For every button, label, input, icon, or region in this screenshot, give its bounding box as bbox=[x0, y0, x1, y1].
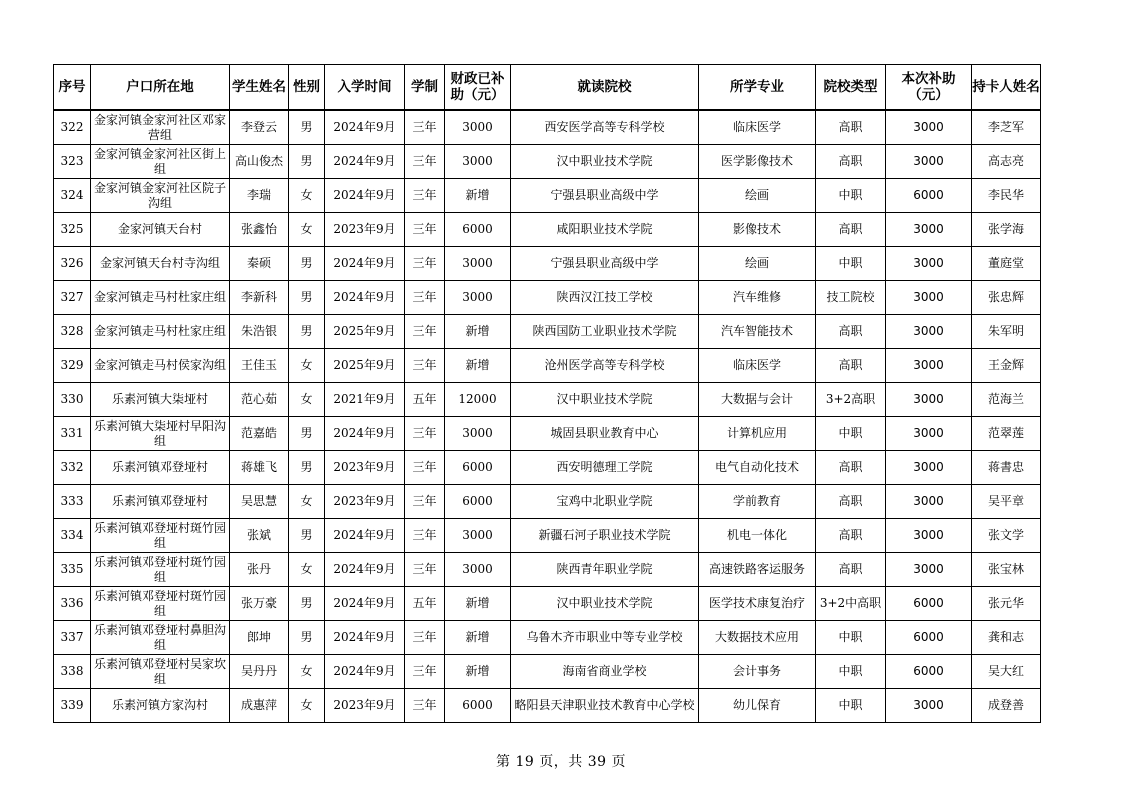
current-subsidy-cell: 3000 bbox=[886, 110, 972, 145]
school-cell: 宁强县职业高级中学 bbox=[511, 247, 699, 281]
table-row bbox=[54, 281, 1041, 315]
residence-cell: 金家河镇走马村杜家庄组 bbox=[91, 281, 230, 315]
school-cell: 陕西青年职业学院 bbox=[511, 553, 699, 587]
enroll-date-cell: 2024年9月 bbox=[325, 587, 405, 621]
school-cell: 陕西国防工业职业技术学院 bbox=[511, 315, 699, 349]
gender-cell: 男 bbox=[289, 247, 325, 281]
enroll-date-cell: 2025年9月 bbox=[325, 315, 405, 349]
school-cell: 汉中职业技术学院 bbox=[511, 587, 699, 621]
cardholder-name-cell: 范翠莲 bbox=[972, 417, 1041, 451]
prior-subsidy-cell: 新增 bbox=[445, 587, 511, 621]
residence-cell: 金家河镇金家河社区院子沟组 bbox=[91, 179, 230, 213]
major-cell: 临床医学 bbox=[699, 110, 816, 145]
row-number-cell: 328 bbox=[54, 315, 91, 349]
school-cell: 汉中职业技术学院 bbox=[511, 383, 699, 417]
school-type-cell: 技工院校 bbox=[816, 281, 886, 315]
current-subsidy-cell: 6000 bbox=[886, 655, 972, 689]
row-number-cell: 339 bbox=[54, 689, 91, 723]
header-cell: 持卡人姓名 bbox=[972, 65, 1041, 111]
duration-cell: 五年 bbox=[405, 383, 445, 417]
student-name-cell: 张鑫怡 bbox=[230, 213, 289, 247]
gender-cell: 男 bbox=[289, 519, 325, 553]
school-type-cell: 高职 bbox=[816, 145, 886, 179]
school-cell: 海南省商业学校 bbox=[511, 655, 699, 689]
current-subsidy-cell: 3000 bbox=[886, 451, 972, 485]
gender-cell: 男 bbox=[289, 315, 325, 349]
cardholder-name-cell: 高志亮 bbox=[972, 145, 1041, 179]
current-subsidy-cell: 3000 bbox=[886, 213, 972, 247]
cardholder-name-cell: 张元华 bbox=[972, 587, 1041, 621]
school-cell: 新疆石河子职业技术学院 bbox=[511, 519, 699, 553]
residence-cell: 乐素河镇大柒垭村 bbox=[91, 383, 230, 417]
duration-cell: 三年 bbox=[405, 519, 445, 553]
table-row bbox=[54, 213, 1041, 247]
school-cell: 宁强县职业高级中学 bbox=[511, 179, 699, 213]
gender-cell: 女 bbox=[289, 179, 325, 213]
duration-cell: 三年 bbox=[405, 315, 445, 349]
prior-subsidy-cell: 3000 bbox=[445, 519, 511, 553]
major-cell: 电气自动化技术 bbox=[699, 451, 816, 485]
student-name-cell: 范心茹 bbox=[230, 383, 289, 417]
prior-subsidy-cell: 6000 bbox=[445, 689, 511, 723]
gender-cell: 女 bbox=[289, 553, 325, 587]
cardholder-name-cell: 张宝林 bbox=[972, 553, 1041, 587]
row-number-cell: 333 bbox=[54, 485, 91, 519]
residence-cell: 乐素河镇邓登垭村鼻胆沟组 bbox=[91, 621, 230, 655]
residence-cell: 金家河镇天台村 bbox=[91, 213, 230, 247]
major-cell: 临床医学 bbox=[699, 349, 816, 383]
gender-cell: 男 bbox=[289, 281, 325, 315]
major-cell: 医学影像技术 bbox=[699, 145, 816, 179]
table-row bbox=[54, 179, 1041, 213]
row-number-cell: 324 bbox=[54, 179, 91, 213]
school-cell: 陕西汉江技工学校 bbox=[511, 281, 699, 315]
current-subsidy-cell: 6000 bbox=[886, 179, 972, 213]
row-number-cell: 329 bbox=[54, 349, 91, 383]
cardholder-name-cell: 张忠辉 bbox=[972, 281, 1041, 315]
row-number-cell: 338 bbox=[54, 655, 91, 689]
school-type-cell: 中职 bbox=[816, 655, 886, 689]
current-subsidy-cell: 3000 bbox=[886, 383, 972, 417]
gender-cell: 男 bbox=[289, 587, 325, 621]
cardholder-name-cell: 范海兰 bbox=[972, 383, 1041, 417]
current-subsidy-cell: 3000 bbox=[886, 519, 972, 553]
enroll-date-cell: 2023年9月 bbox=[325, 451, 405, 485]
duration-cell: 五年 bbox=[405, 587, 445, 621]
enroll-date-cell: 2025年9月 bbox=[325, 349, 405, 383]
table-row bbox=[54, 655, 1041, 689]
residence-cell: 乐素河镇邓登垭村斑竹园组 bbox=[91, 553, 230, 587]
gender-cell: 女 bbox=[289, 655, 325, 689]
gender-cell: 男 bbox=[289, 417, 325, 451]
table-row bbox=[54, 417, 1041, 451]
duration-cell: 三年 bbox=[405, 451, 445, 485]
school-cell: 西安明德理工学院 bbox=[511, 451, 699, 485]
cardholder-name-cell: 李芝军 bbox=[972, 110, 1041, 145]
cardholder-name-cell: 董庭堂 bbox=[972, 247, 1041, 281]
current-subsidy-cell: 3000 bbox=[886, 281, 972, 315]
gender-cell: 女 bbox=[289, 213, 325, 247]
major-cell: 学前教育 bbox=[699, 485, 816, 519]
duration-cell: 三年 bbox=[405, 689, 445, 723]
school-type-cell: 高职 bbox=[816, 451, 886, 485]
row-number-cell: 323 bbox=[54, 145, 91, 179]
header-cell: 所学专业 bbox=[699, 65, 816, 111]
student-name-cell: 王佳玉 bbox=[230, 349, 289, 383]
school-cell: 汉中职业技术学院 bbox=[511, 145, 699, 179]
residence-cell: 金家河镇走马村杜家庄组 bbox=[91, 315, 230, 349]
prior-subsidy-cell: 3000 bbox=[445, 281, 511, 315]
row-number-cell: 334 bbox=[54, 519, 91, 553]
school-type-cell: 高职 bbox=[816, 519, 886, 553]
duration-cell: 三年 bbox=[405, 485, 445, 519]
residence-cell: 金家河镇金家河社区街上组 bbox=[91, 145, 230, 179]
cardholder-name-cell: 朱军明 bbox=[972, 315, 1041, 349]
gender-cell: 男 bbox=[289, 145, 325, 179]
table-row bbox=[54, 587, 1041, 621]
school-type-cell: 中职 bbox=[816, 689, 886, 723]
residence-cell: 金家河镇走马村侯家沟组 bbox=[91, 349, 230, 383]
prior-subsidy-cell: 新增 bbox=[445, 349, 511, 383]
major-cell: 医学技术康复治疗 bbox=[699, 587, 816, 621]
prior-subsidy-cell: 3000 bbox=[445, 145, 511, 179]
school-type-cell: 3+2高职 bbox=[816, 383, 886, 417]
enroll-date-cell: 2024年9月 bbox=[325, 621, 405, 655]
row-number-cell: 332 bbox=[54, 451, 91, 485]
enroll-date-cell: 2021年9月 bbox=[325, 383, 405, 417]
gender-cell: 女 bbox=[289, 485, 325, 519]
table-row bbox=[54, 519, 1041, 553]
header-cell: 性别 bbox=[289, 65, 325, 111]
school-cell: 略阳县天津职业技术教育中心学校 bbox=[511, 689, 699, 723]
gender-cell: 女 bbox=[289, 689, 325, 723]
cardholder-name-cell: 张文学 bbox=[972, 519, 1041, 553]
gender-cell: 女 bbox=[289, 349, 325, 383]
school-type-cell: 中职 bbox=[816, 621, 886, 655]
row-number-cell: 337 bbox=[54, 621, 91, 655]
prior-subsidy-cell: 6000 bbox=[445, 485, 511, 519]
gender-cell: 男 bbox=[289, 110, 325, 145]
row-number-cell: 326 bbox=[54, 247, 91, 281]
enroll-date-cell: 2023年9月 bbox=[325, 689, 405, 723]
header-row bbox=[54, 65, 1041, 111]
duration-cell: 三年 bbox=[405, 655, 445, 689]
table-body bbox=[54, 110, 1041, 723]
prior-subsidy-cell: 新增 bbox=[445, 655, 511, 689]
enroll-date-cell: 2024年9月 bbox=[325, 145, 405, 179]
student-name-cell: 秦硕 bbox=[230, 247, 289, 281]
duration-cell: 三年 bbox=[405, 349, 445, 383]
student-name-cell: 张丹 bbox=[230, 553, 289, 587]
prior-subsidy-cell: 新增 bbox=[445, 179, 511, 213]
table-row bbox=[54, 485, 1041, 519]
school-type-cell: 高职 bbox=[816, 110, 886, 145]
school-cell: 西安医学高等专科学校 bbox=[511, 110, 699, 145]
prior-subsidy-cell: 6000 bbox=[445, 213, 511, 247]
prior-subsidy-cell: 3000 bbox=[445, 553, 511, 587]
row-number-cell: 335 bbox=[54, 553, 91, 587]
row-number-cell: 330 bbox=[54, 383, 91, 417]
school-type-cell: 高职 bbox=[816, 349, 886, 383]
student-name-cell: 成惠萍 bbox=[230, 689, 289, 723]
header-cell: 财政已补助（元） bbox=[445, 65, 511, 111]
gender-cell: 男 bbox=[289, 451, 325, 485]
residence-cell: 乐素河镇邓登垭村 bbox=[91, 451, 230, 485]
school-type-cell: 高职 bbox=[816, 213, 886, 247]
current-subsidy-cell: 3000 bbox=[886, 247, 972, 281]
residence-cell: 金家河镇金家河社区邓家营组 bbox=[91, 110, 230, 145]
residence-cell: 乐素河镇邓登垭村吴家坎组 bbox=[91, 655, 230, 689]
residence-cell: 乐素河镇邓登垭村斑竹园组 bbox=[91, 587, 230, 621]
page-footer: 第 19 页，共 39 页 bbox=[496, 754, 626, 770]
duration-cell: 三年 bbox=[405, 110, 445, 145]
enroll-date-cell: 2024年9月 bbox=[325, 417, 405, 451]
school-cell: 咸阳职业技术学院 bbox=[511, 213, 699, 247]
current-subsidy-cell: 3000 bbox=[886, 553, 972, 587]
prior-subsidy-cell: 3000 bbox=[445, 417, 511, 451]
row-number-cell: 331 bbox=[54, 417, 91, 451]
header-cell: 学生姓名 bbox=[230, 65, 289, 111]
duration-cell: 三年 bbox=[405, 247, 445, 281]
current-subsidy-cell: 3000 bbox=[886, 349, 972, 383]
table-row bbox=[54, 247, 1041, 281]
prior-subsidy-cell: 新增 bbox=[445, 315, 511, 349]
enroll-date-cell: 2024年9月 bbox=[325, 553, 405, 587]
duration-cell: 三年 bbox=[405, 417, 445, 451]
table-row bbox=[54, 383, 1041, 417]
row-number-cell: 325 bbox=[54, 213, 91, 247]
student-name-cell: 李登云 bbox=[230, 110, 289, 145]
major-cell: 幼儿保育 bbox=[699, 689, 816, 723]
header-cell: 序号 bbox=[54, 65, 91, 111]
major-cell: 汽车维修 bbox=[699, 281, 816, 315]
prior-subsidy-cell: 6000 bbox=[445, 451, 511, 485]
row-number-cell: 327 bbox=[54, 281, 91, 315]
student-name-cell: 张万豪 bbox=[230, 587, 289, 621]
header-cell: 本次补助（元） bbox=[886, 65, 972, 111]
school-type-cell: 高职 bbox=[816, 315, 886, 349]
row-number-cell: 322 bbox=[54, 110, 91, 145]
residence-cell: 金家河镇天台村寺沟组 bbox=[91, 247, 230, 281]
major-cell: 大数据技术应用 bbox=[699, 621, 816, 655]
current-subsidy-cell: 3000 bbox=[886, 417, 972, 451]
student-name-cell: 范嘉皓 bbox=[230, 417, 289, 451]
header-cell: 户口所在地 bbox=[91, 65, 230, 111]
cardholder-name-cell: 龚和志 bbox=[972, 621, 1041, 655]
header-cell: 就读院校 bbox=[511, 65, 699, 111]
major-cell: 汽车智能技术 bbox=[699, 315, 816, 349]
enroll-date-cell: 2023年9月 bbox=[325, 485, 405, 519]
residence-cell: 乐素河镇邓登垭村斑竹园组 bbox=[91, 519, 230, 553]
table-row bbox=[54, 349, 1041, 383]
duration-cell: 三年 bbox=[405, 281, 445, 315]
major-cell: 大数据与会计 bbox=[699, 383, 816, 417]
gender-cell: 男 bbox=[289, 621, 325, 655]
current-subsidy-cell: 6000 bbox=[886, 587, 972, 621]
duration-cell: 三年 bbox=[405, 145, 445, 179]
prior-subsidy-cell: 12000 bbox=[445, 383, 511, 417]
current-subsidy-cell: 3000 bbox=[886, 689, 972, 723]
major-cell: 高速铁路客运服务 bbox=[699, 553, 816, 587]
table-row bbox=[54, 110, 1041, 145]
cardholder-name-cell: 成登善 bbox=[972, 689, 1041, 723]
major-cell: 机电一体化 bbox=[699, 519, 816, 553]
student-name-cell: 高山俊杰 bbox=[230, 145, 289, 179]
enroll-date-cell: 2024年9月 bbox=[325, 281, 405, 315]
school-type-cell: 高职 bbox=[816, 485, 886, 519]
current-subsidy-cell: 6000 bbox=[886, 621, 972, 655]
student-name-cell: 朱浩银 bbox=[230, 315, 289, 349]
prior-subsidy-cell: 3000 bbox=[445, 110, 511, 145]
table-row bbox=[54, 451, 1041, 485]
major-cell: 会计事务 bbox=[699, 655, 816, 689]
major-cell: 绘画 bbox=[699, 179, 816, 213]
residence-cell: 乐素河镇邓登垭村 bbox=[91, 485, 230, 519]
cardholder-name-cell: 王金辉 bbox=[972, 349, 1041, 383]
table-row bbox=[54, 689, 1041, 723]
residence-cell: 乐素河镇方家沟村 bbox=[91, 689, 230, 723]
header-cell: 院校类型 bbox=[816, 65, 886, 111]
enroll-date-cell: 2024年9月 bbox=[325, 110, 405, 145]
cardholder-name-cell: 吴平章 bbox=[972, 485, 1041, 519]
school-cell: 宝鸡中北职业学院 bbox=[511, 485, 699, 519]
major-cell: 绘画 bbox=[699, 247, 816, 281]
current-subsidy-cell: 3000 bbox=[886, 485, 972, 519]
header-cell: 入学时间 bbox=[325, 65, 405, 111]
cardholder-name-cell: 蒋書忠 bbox=[972, 451, 1041, 485]
student-name-cell: 吴思慧 bbox=[230, 485, 289, 519]
student-name-cell: 蒋雄飞 bbox=[230, 451, 289, 485]
enroll-date-cell: 2024年9月 bbox=[325, 519, 405, 553]
enroll-date-cell: 2024年9月 bbox=[325, 655, 405, 689]
school-type-cell: 3+2中高职 bbox=[816, 587, 886, 621]
duration-cell: 三年 bbox=[405, 179, 445, 213]
duration-cell: 三年 bbox=[405, 553, 445, 587]
table-row bbox=[54, 315, 1041, 349]
school-type-cell: 中职 bbox=[816, 179, 886, 213]
school-cell: 城固县职业教育中心 bbox=[511, 417, 699, 451]
gender-cell: 女 bbox=[289, 383, 325, 417]
table-row bbox=[54, 145, 1041, 179]
school-type-cell: 中职 bbox=[816, 247, 886, 281]
duration-cell: 三年 bbox=[405, 213, 445, 247]
student-name-cell: 李瑞 bbox=[230, 179, 289, 213]
student-name-cell: 李新科 bbox=[230, 281, 289, 315]
table-row bbox=[54, 621, 1041, 655]
student-name-cell: 张斌 bbox=[230, 519, 289, 553]
enroll-date-cell: 2024年9月 bbox=[325, 247, 405, 281]
student-name-cell: 郎坤 bbox=[230, 621, 289, 655]
cardholder-name-cell: 李民华 bbox=[972, 179, 1041, 213]
school-type-cell: 中职 bbox=[816, 417, 886, 451]
table-row bbox=[54, 553, 1041, 587]
major-cell: 影像技术 bbox=[699, 213, 816, 247]
enroll-date-cell: 2023年9月 bbox=[325, 213, 405, 247]
current-subsidy-cell: 3000 bbox=[886, 315, 972, 349]
prior-subsidy-cell: 新增 bbox=[445, 621, 511, 655]
prior-subsidy-cell: 3000 bbox=[445, 247, 511, 281]
subsidy-table bbox=[53, 64, 1041, 723]
header-cell: 学制 bbox=[405, 65, 445, 111]
cardholder-name-cell: 吴大红 bbox=[972, 655, 1041, 689]
residence-cell: 乐素河镇大柒垭村早阳沟组 bbox=[91, 417, 230, 451]
cardholder-name-cell: 张学海 bbox=[972, 213, 1041, 247]
student-name-cell: 吴丹丹 bbox=[230, 655, 289, 689]
school-cell: 沧州医学高等专科学校 bbox=[511, 349, 699, 383]
major-cell: 计算机应用 bbox=[699, 417, 816, 451]
school-cell: 乌鲁木齐市职业中等专业学校 bbox=[511, 621, 699, 655]
enroll-date-cell: 2024年9月 bbox=[325, 179, 405, 213]
duration-cell: 三年 bbox=[405, 621, 445, 655]
current-subsidy-cell: 3000 bbox=[886, 145, 972, 179]
school-type-cell: 高职 bbox=[816, 553, 886, 587]
row-number-cell: 336 bbox=[54, 587, 91, 621]
